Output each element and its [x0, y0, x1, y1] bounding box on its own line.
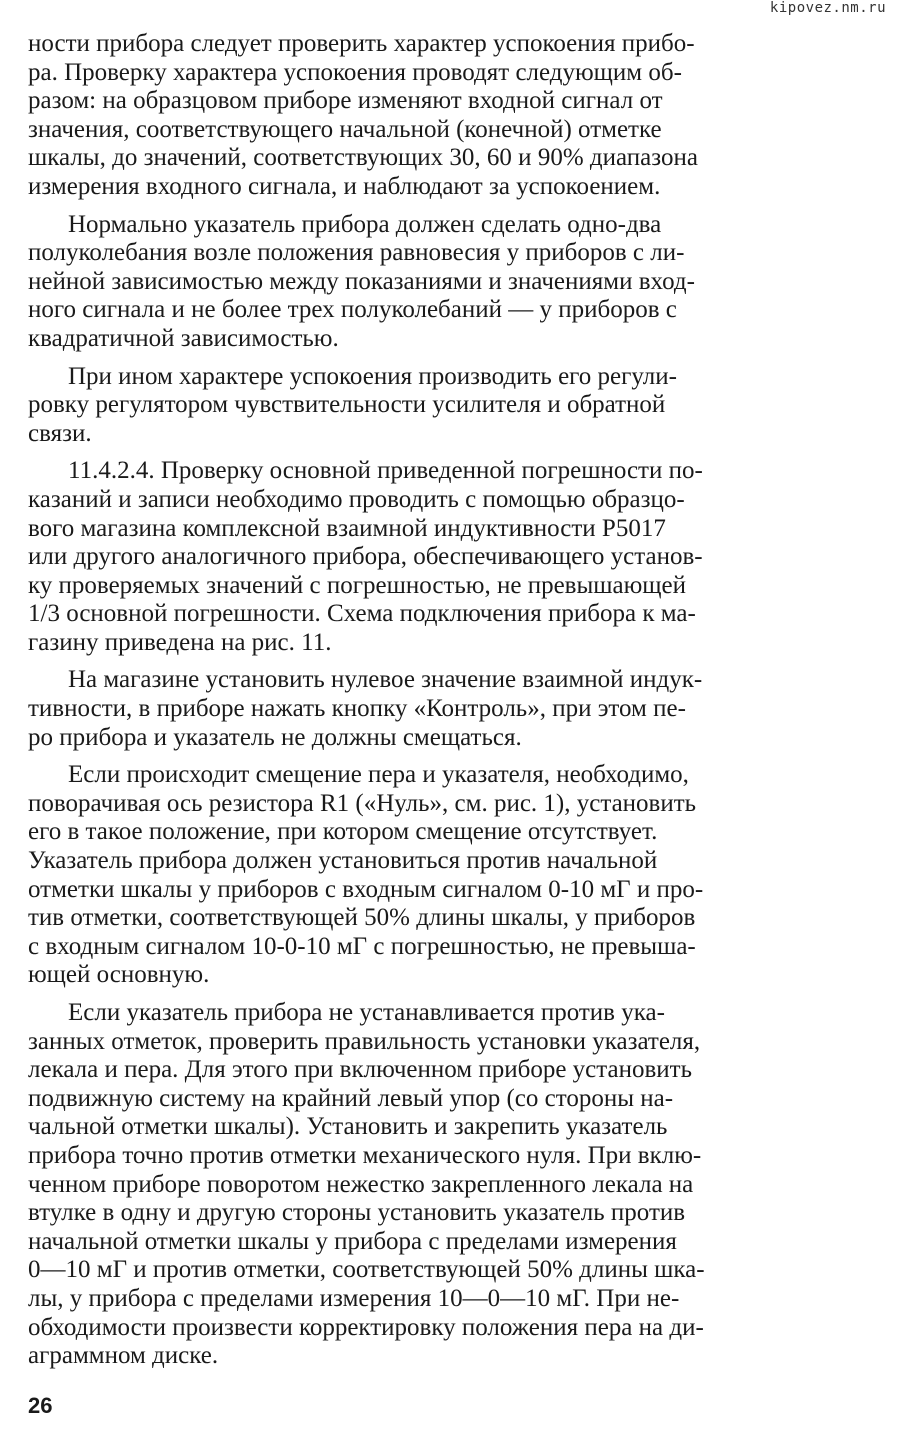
site-watermark: kipovez.nm.ru — [769, 0, 886, 16]
paragraph: На магазине установить нулевое значение взаимной индук- тивности, в приборе нажать кнопку «Контроль», при этом пе- ро прибора и указатель не должны смещаться. — [28, 666, 703, 751]
page-number: 26 — [28, 1393, 53, 1418]
paragraph-continuation: ности прибора следует проверить характер успокоения прибо- ра. Проверку характера успокоения проводят следующим об- разом: на образцовом приборе изменяют входной сигнал от значения, соответствующего начальной (конечной) отметке шкалы, до значений, соответствующих 30, 60 и 90% диапазона измерения входного сигнала, и наблюдают за успокоением. — [28, 30, 698, 200]
body-text — [28, 30, 870, 1380]
paragraph-section-11-4-2-4: 11.4.2.4. Проверку основной приведенной погрешности по- казаний и записи необходимо проводить с помощью образцо- вого магазина комплексной взаимной индуктивности Р5017 или другого аналогичного прибора, обеспечивающего установ- ку проверяемых значений с погрешностью, не превышающей 1/3 основной погрешности. Схема подключения прибора к ма- газину приведена на рис. 11. — [28, 457, 703, 656]
paragraph: Если происходит смещение пера и указателя, необходимо, поворачивая ось резистора R1 («Нуль», см. рис. 1), установить его в такое положение, при котором смещение отсутствует. Указатель прибора должен установиться против начальной отметки шкалы у приборов с входным сигналом 0-10 мГ и про- тив отметки, соответствующей 50% длины шкалы, у приборов с входным сигналом 10-0-10 мГ с погрешностью, не превыша- ющей основную. — [28, 761, 704, 989]
paragraph: Если указатель прибора не устанавливается против ука- занных отметок, проверить правильность установки указателя, лекала и пера. Для этого при включенном приборе установить подвижную систему на крайний левый упор (со стороны на- чальной отметки шкалы). Установить и закрепить указатель прибора точно против отметки механического нуля. При вклю- ченном приборе поворотом нежестко закрепленного лекала на втулке в одну и другую стороны установить указатель против начальной отметки шкалы у прибора с пределами измерения 0—10 мГ и против отметки, соответствующей 50% длины шка- лы, у прибора с пределами измерения 10—0—10 мГ. При не- обходимости произвести корректировку положения пера на ди- аграммном диске. — [28, 999, 705, 1370]
paragraph: При ином характере успокоения производить его регули- ровку регулятором чувствительности усилителя и обратной связи. — [28, 362, 677, 447]
paragraph: Нормально указатель прибора должен сделать одно-два полуколебания возле положения равновесия у приборов с ли- нейной зависимостью между показаниями и значениями вход- ного сигнала и не более трех полуколебаний — у приборов с квадратичной зависимостью. — [28, 210, 695, 352]
